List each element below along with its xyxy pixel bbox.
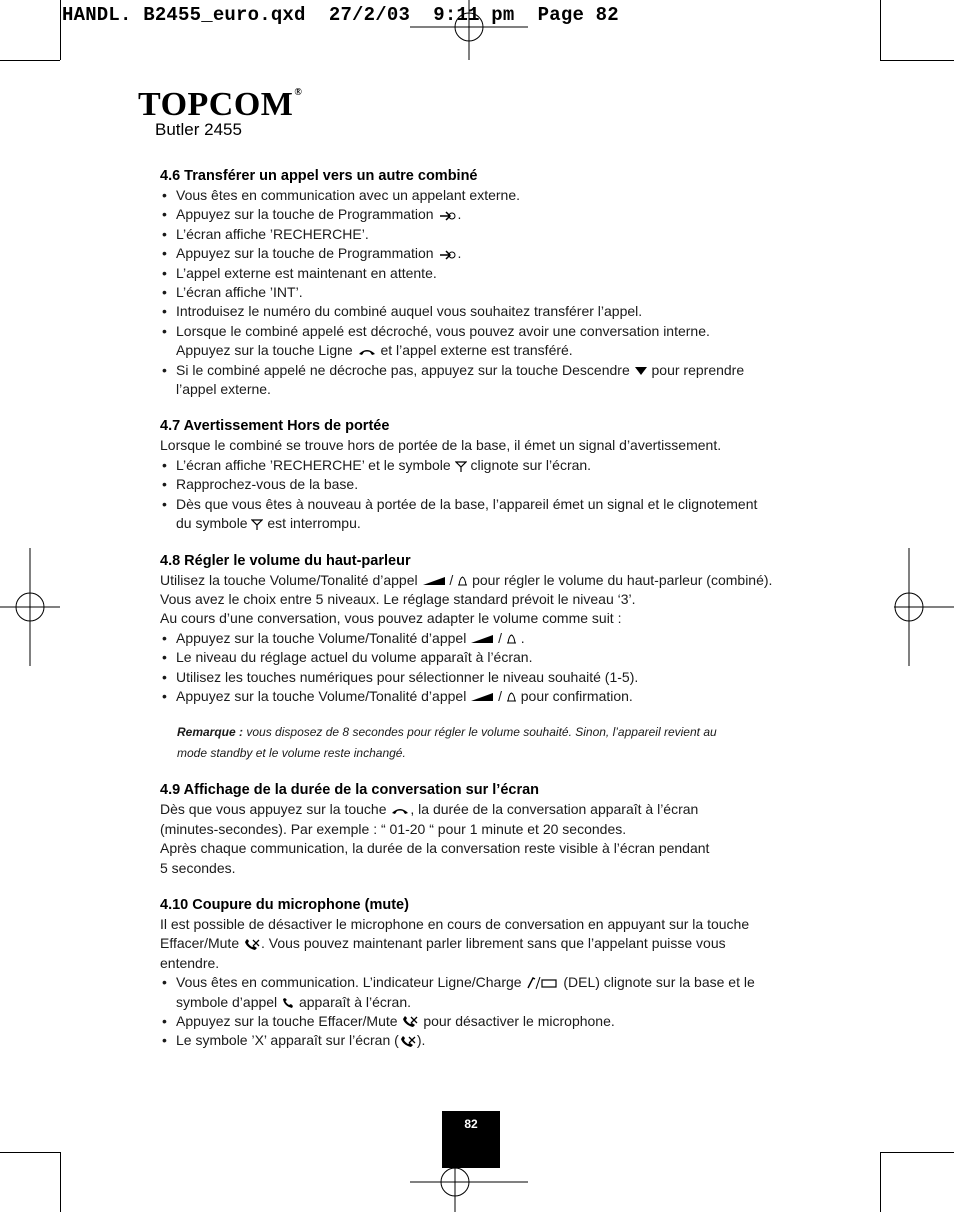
section-4-7 <box>160 416 810 533</box>
item-text: Vous êtes en communication. L’indicateur Ligne/Charge <box>176 974 522 991</box>
crop-mark <box>880 1152 954 1153</box>
item-text: Si le combiné appelé ne décroche pas, appuyez sur la touche Descendre <box>176 361 630 378</box>
list-item <box>160 322 810 361</box>
list-item: • L’écran affiche ’INT’. <box>160 283 810 302</box>
mute-icon <box>399 1035 417 1049</box>
section-4-10 <box>160 895 810 1051</box>
program-icon <box>437 248 457 262</box>
section-title: 4.10 Coupure du microphone (mute) <box>160 896 409 913</box>
antenna-icon <box>455 460 467 473</box>
crop-mark <box>0 60 60 61</box>
paragraph: Après chaque communication, la durée de la conversation reste visible à l’écran pendant <box>160 840 710 857</box>
bell-icon <box>506 691 517 703</box>
item-text: , la durée de la conversation apparaît à l’écran <box>410 801 699 818</box>
crop-mark <box>880 1152 881 1212</box>
slash: / <box>449 571 454 588</box>
paragraph: (minutes-secondes). Par exemple : “ 01-20 “ pour 1 minute et 20 secondes. <box>160 820 627 837</box>
section-4-6 <box>160 166 810 399</box>
bullet-list <box>160 186 810 399</box>
section-4-9 <box>160 780 810 878</box>
mute-icon <box>401 1015 419 1029</box>
bullet-list <box>160 456 810 534</box>
item-text: Lorsque le combiné appelé est décroché, vous pouvez avoir une conversation interne. <box>176 322 710 339</box>
volume-icon <box>470 634 494 644</box>
slash: / <box>498 629 502 646</box>
crop-mark <box>60 1152 61 1212</box>
paragraph <box>160 934 810 953</box>
list-item: • Rapprochez-vous de la base. <box>160 475 810 494</box>
item-text: Le symbole ’X’ apparaît sur l’écran ( <box>176 1032 399 1049</box>
item-text: est interrompu. <box>267 515 361 532</box>
item-text: du symbole <box>176 515 248 532</box>
list-item: • Vous êtes en communication avec un appelant externe. <box>160 186 810 205</box>
line-icon <box>390 806 410 816</box>
crop-mark <box>880 0 881 60</box>
list-item <box>160 629 810 648</box>
volume-icon <box>422 576 446 586</box>
remark-text: mode standby et le volume reste inchangé. <box>177 746 406 761</box>
section-title: 4.9 Affichage de la durée de la conversation sur l’écran <box>160 782 540 799</box>
item-text: ). <box>416 1032 426 1049</box>
bell-icon <box>457 575 468 587</box>
section-4-8 <box>160 551 810 765</box>
remark-text: vous disposez de 8 secondes pour régler le volume souhaité. Sinon, l’appareil revient au <box>246 725 717 740</box>
section-title: 4.8 Régler le volume du haut-parleur <box>160 552 411 569</box>
list-item <box>160 205 810 224</box>
item-text: (DEL) clignote sur la base et le <box>563 974 755 991</box>
list-item <box>160 1031 810 1050</box>
item-text: Utilisez la touche Volume/Tonalité d’appel <box>160 571 418 588</box>
line-icon <box>357 347 377 357</box>
crop-mark <box>880 60 954 61</box>
item-text: Appuyez sur la touche Effacer/Mute <box>176 1013 398 1029</box>
model-name: Butler 2455 <box>155 120 242 139</box>
crop-mark <box>60 0 61 60</box>
list-item <box>160 687 810 706</box>
down-arrow-icon <box>634 366 648 376</box>
bullet-list <box>160 629 810 707</box>
item-text: Appuyez sur la touche Ligne <box>176 342 353 359</box>
item-text: . <box>520 629 525 646</box>
page-number-box <box>442 1111 500 1168</box>
list-item: • Introduisez le numéro du combiné auquel vous souhaitez transférer l’appel. <box>160 302 810 321</box>
bullet-list <box>160 973 810 1051</box>
item-text: pour confirmation. <box>520 687 633 704</box>
list-item <box>160 495 810 534</box>
mute-icon <box>243 938 261 952</box>
manual-content <box>160 166 810 1068</box>
item-text: pour régler le volume du haut-parleur (combiné). <box>472 571 773 588</box>
registration-mark-left <box>0 548 60 666</box>
item-text: Dès que vous appuyez sur la touche <box>160 801 387 818</box>
paragraph: Au cours d’une conversation, vous pouvez adapter le volume comme suit : <box>160 610 622 627</box>
registered-mark: ® <box>294 87 303 98</box>
list-item: • Le niveau du réglage actuel du volume apparaît à l’écran. <box>160 648 810 667</box>
list-item <box>160 244 810 263</box>
paragraph: Il est possible de désactiver le microphone en cours de conversation en appuyant sur la touche <box>160 915 750 932</box>
logo-text: TOPCOM <box>138 86 294 123</box>
remark-label: Remarque : <box>177 725 244 740</box>
page-number: 82 <box>464 1117 478 1131</box>
program-icon <box>437 209 457 223</box>
paragraph <box>160 800 810 819</box>
list-item <box>160 1012 810 1031</box>
paragraph: 5 secondes. <box>160 859 236 876</box>
item-text: pour désactiver le microphone. <box>423 1013 615 1029</box>
item-text: . Vous pouvez maintenant parler librement sans que l’appelant puisse vous <box>261 935 726 952</box>
list-item <box>160 973 810 1012</box>
item-text: pour reprendre <box>651 361 745 378</box>
item-text: symbole d’appel <box>176 993 278 1010</box>
item-text: Appuyez sur la touche de Programmation <box>176 245 434 262</box>
list-item: • Utilisez les touches numériques pour sélectionner le niveau souhaité (1-5). <box>160 668 810 687</box>
paragraph: Lorsque le combiné se trouve hors de portée de la base, il émet un signal d’avertissement. <box>160 437 722 454</box>
volume-icon <box>470 692 494 702</box>
item-text: . <box>457 206 462 223</box>
antenna-icon <box>251 518 263 531</box>
slash: / <box>498 687 502 704</box>
paragraph: entendre. <box>160 954 220 971</box>
list-item: • L’écran affiche ’RECHERCHE’. <box>160 225 810 244</box>
bell-icon <box>506 633 517 645</box>
item-text: Appuyez sur la touche Volume/Tonalité d’appel <box>176 629 467 646</box>
charge-led-icon <box>525 976 559 990</box>
remark-note <box>177 722 810 764</box>
brand-logo <box>138 88 302 122</box>
item-text: l’appel externe. <box>176 381 271 398</box>
section-title: 4.6 Transférer un appel vers un autre combiné <box>160 168 478 184</box>
handset-icon <box>281 997 295 1009</box>
print-slug-line: HANDL. B2455_euro.qxd 27/2/03 9:11 pm Page 82 <box>62 4 619 26</box>
paragraph: Vous avez le choix entre 5 niveaux. Le réglage standard prévoit le niveau ‘3’. <box>160 590 636 607</box>
item-text: et l’appel externe est transféré. <box>380 342 573 359</box>
section-title: 4.7 Avertissement Hors de portée <box>160 418 390 435</box>
item-text: . <box>457 245 462 262</box>
item-text: Appuyez sur la touche de Programmation <box>176 206 434 223</box>
item-text: Appuyez sur la touche Volume/Tonalité d’appel <box>176 687 467 704</box>
registration-mark-right <box>894 548 954 666</box>
list-item <box>160 361 810 400</box>
list-item <box>160 456 810 475</box>
item-text: L’écran affiche ’RECHERCHE’ et le symbole <box>176 456 451 473</box>
item-text: Effacer/Mute <box>160 935 240 952</box>
paragraph <box>160 571 810 590</box>
item-text: clignote sur l’écran. <box>470 456 592 473</box>
crop-mark <box>0 1152 60 1153</box>
item-text: Dès que vous êtes à nouveau à portée de la base, l’appareil émet un signal et le clignotement <box>176 495 758 512</box>
item-text: apparaît à l’écran. <box>298 993 412 1010</box>
list-item: • L’appel externe est maintenant en attente. <box>160 264 810 283</box>
